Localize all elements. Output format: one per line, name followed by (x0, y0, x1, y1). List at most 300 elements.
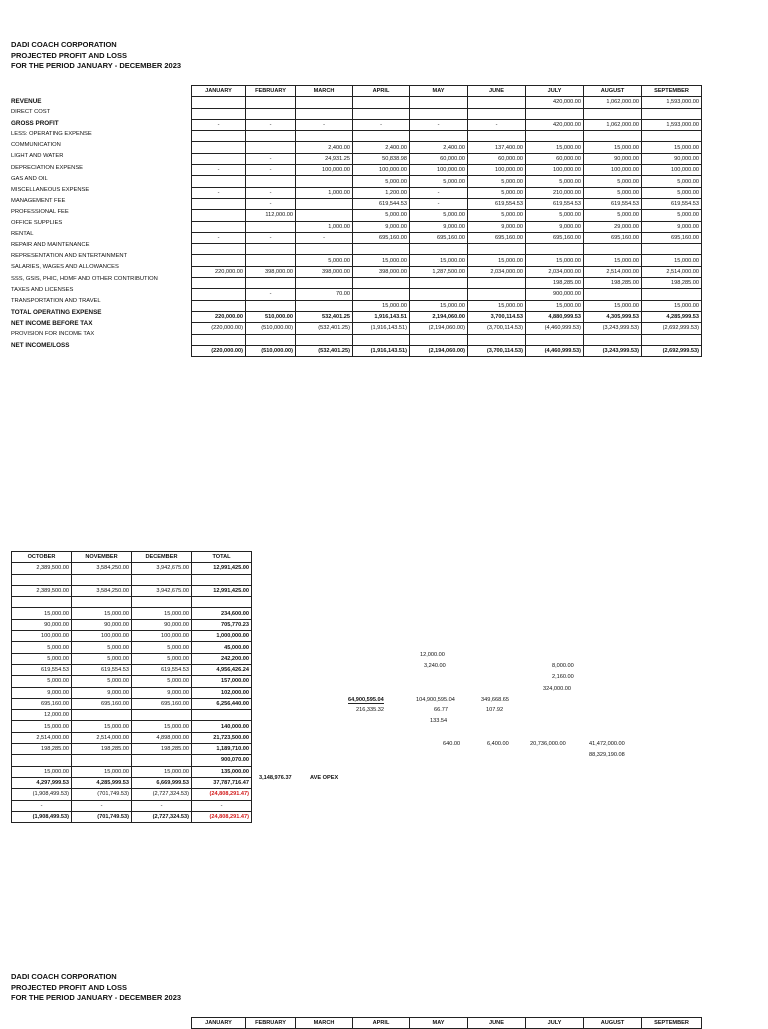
table-row (192, 108, 702, 119)
table-row (12, 766, 252, 777)
table-cell: 5,000.00 (468, 176, 526, 187)
table-cell: 198,285.00 (72, 744, 132, 755)
side-note: 20,736,000.00 (530, 741, 566, 747)
table-cell: 619,554.53 (642, 198, 702, 209)
table-cell: 90,000.00 (132, 619, 192, 630)
table-row (192, 153, 702, 164)
table-cell: 3,584,250.00 (72, 563, 132, 574)
table-cell (192, 574, 252, 585)
table-cell: 220,000.00 (192, 311, 246, 322)
row-label: PROFESSIONAL FEE (11, 208, 69, 215)
table-cell: 5,000.00 (12, 642, 72, 653)
monthly-table-oct-total (11, 551, 252, 823)
table-cell: 1,200.00 (353, 187, 410, 198)
table-cell: 100,000.00 (132, 631, 192, 642)
table-cell: 15,000.00 (468, 255, 526, 266)
table-cell: 15,000.00 (12, 608, 72, 619)
table-cell: 5,000.00 (132, 642, 192, 653)
table-row (192, 278, 702, 289)
table-cell: 5,000.00 (72, 653, 132, 664)
table-cell: 2,514,000.00 (642, 266, 702, 277)
month-header: FEBRUARY (246, 86, 296, 97)
month-header: NOVEMBER (72, 552, 132, 563)
side-note: 6,400.00 (487, 741, 509, 747)
month-header: SEPTEMBER (642, 86, 702, 97)
table-cell (353, 244, 410, 255)
month-header: APRIL (353, 1018, 410, 1029)
table-cell (192, 289, 246, 300)
row-label: GAS AND OIL (11, 175, 48, 182)
table-cell (353, 278, 410, 289)
table-cell (468, 334, 526, 345)
row-label: GROSS PROFIT (11, 120, 59, 128)
table-cell (72, 574, 132, 585)
table-row (192, 334, 702, 345)
table-cell: 135,000.00 (192, 766, 252, 777)
table-cell (468, 108, 526, 119)
table-cell: 4,956,426.24 (192, 664, 252, 675)
table-cell (192, 255, 246, 266)
table-cell: 198,285.00 (526, 278, 584, 289)
month-header: DECEMBER (132, 552, 192, 563)
month-header: MAY (410, 1018, 468, 1029)
table-cell (132, 710, 192, 721)
ave-opex-label: AVE OPEX (310, 775, 339, 781)
table-row (192, 210, 702, 221)
table-cell: 90,000.00 (584, 153, 642, 164)
table-cell: (3,243,999.53) (584, 345, 642, 356)
table-cell: 12,991,425.00 (192, 563, 252, 574)
table-cell: 2,514,000.00 (584, 266, 642, 277)
table-cell: 15,000.00 (72, 721, 132, 732)
table-cell (246, 278, 296, 289)
table-cell: 198,285.00 (642, 278, 702, 289)
table-cell: 5,000.00 (584, 187, 642, 198)
row-label: MANAGEMENT FEE (11, 197, 66, 204)
table-cell: 1,000,000.00 (192, 631, 252, 642)
table-cell: (4,460,999.53) (526, 323, 584, 334)
table-cell: 4,285,999.53 (72, 777, 132, 788)
table-cell (468, 244, 526, 255)
table-cell: (2,194,060.00) (410, 323, 468, 334)
table-cell: 695,160.00 (584, 232, 642, 243)
table-cell: 5,000.00 (132, 676, 192, 687)
table-cell: (1,908,499.53) (12, 811, 72, 822)
table-cell (584, 244, 642, 255)
table-cell: 900,070.00 (192, 755, 252, 766)
month-header-row (192, 86, 702, 97)
table-cell: - (410, 119, 468, 130)
month-header: JUNE (468, 86, 526, 97)
table-cell: 9,000.00 (72, 687, 132, 698)
table-cell: 2,389,500.00 (12, 563, 72, 574)
table-cell (192, 210, 246, 221)
table-cell: 50,838.98 (353, 153, 410, 164)
table-cell: 21,723,500.00 (192, 732, 252, 743)
table-cell: 15,000.00 (526, 255, 584, 266)
table-cell: (3,700,114.53) (468, 323, 526, 334)
month-header: FEBRUARY (246, 1018, 296, 1029)
table-cell: 695,160.00 (410, 232, 468, 243)
table-cell (526, 108, 584, 119)
monthly-table-jan-sep-repeat (191, 1017, 702, 1029)
table-cell: 5,000.00 (584, 210, 642, 221)
table-cell (296, 198, 353, 209)
table-cell: 5,000.00 (12, 676, 72, 687)
month-header: JULY (526, 1018, 584, 1029)
table-cell: - (296, 119, 353, 130)
table-cell: 12,991,425.00 (192, 585, 252, 596)
table-cell: 15,000.00 (353, 300, 410, 311)
table-cell (642, 244, 702, 255)
table-cell: 15,000.00 (72, 766, 132, 777)
table-cell: 5,000.00 (72, 642, 132, 653)
table-cell: 242,200.00 (192, 653, 252, 664)
table-row (12, 631, 252, 642)
table-cell: 420,000.00 (526, 119, 584, 130)
table-cell: 15,000.00 (132, 766, 192, 777)
table-cell (410, 278, 468, 289)
table-cell: (220,000.00) (192, 323, 246, 334)
table-cell: 1,000.00 (296, 221, 353, 232)
table-cell: (24,808,291.47) (192, 789, 252, 800)
table-cell (192, 710, 252, 721)
table-row (12, 597, 252, 608)
table-row (12, 811, 252, 822)
row-label: LIGHT AND WATER (11, 153, 64, 160)
table-cell: - (12, 800, 72, 811)
table-cell: 5,000.00 (526, 176, 584, 187)
table-cell: 15,000.00 (584, 142, 642, 153)
table-row (192, 266, 702, 277)
table-cell (584, 289, 642, 300)
row-label: DEPRECIATION EXPENSE (11, 164, 84, 171)
table-cell (192, 142, 246, 153)
table-row (12, 608, 252, 619)
table-cell: - (246, 232, 296, 243)
side-note: 104,900,595.04 (416, 697, 455, 703)
table-cell: (701,749.53) (72, 789, 132, 800)
table-cell (410, 131, 468, 142)
row-label: NET INCOME/LOSS (11, 342, 70, 350)
table-cell (526, 334, 584, 345)
table-cell: 37,787,716.47 (192, 777, 252, 788)
table-cell: - (246, 289, 296, 300)
table-cell: 198,285.00 (12, 744, 72, 755)
table-cell (296, 244, 353, 255)
table-row (12, 563, 252, 574)
table-cell (410, 244, 468, 255)
table-row (12, 789, 252, 800)
table-cell (468, 289, 526, 300)
table-cell: 5,000.00 (642, 187, 702, 198)
table-row (12, 777, 252, 788)
table-row (192, 300, 702, 311)
table-cell: 15,000.00 (132, 721, 192, 732)
table-cell (246, 334, 296, 345)
row-label: SSS, GSIS, PHIC, HDMF AND OTHER CONTRIBUTION (11, 275, 158, 282)
side-note: 324,000.00 (543, 686, 571, 692)
month-header: OCTOBER (12, 552, 72, 563)
table-cell (468, 278, 526, 289)
table-cell (132, 597, 192, 608)
table-cell: 100,000.00 (353, 165, 410, 176)
row-label: MISCELLANEOUS EXPENSE (11, 186, 90, 193)
table-cell (246, 221, 296, 232)
table-cell (192, 300, 246, 311)
table-cell: (2,692,999.53) (642, 345, 702, 356)
table-cell (410, 334, 468, 345)
row-label: PROVISION FOR INCOME TAX (11, 330, 95, 337)
table-cell: 1,189,710.00 (192, 744, 252, 755)
row-label: RENTAL (11, 231, 34, 238)
table-cell: (701,749.53) (72, 811, 132, 822)
table-cell: 90,000.00 (12, 619, 72, 630)
table-cell: (532,401.25) (296, 323, 353, 334)
table-cell: 157,000.00 (192, 676, 252, 687)
table-cell: 4,305,999.53 (584, 311, 642, 322)
table-cell: (3,700,114.53) (468, 345, 526, 356)
table-cell (72, 755, 132, 766)
table-cell: 695,160.00 (526, 232, 584, 243)
row-label: OFFICE SUPPLIES (11, 220, 63, 227)
table-cell: 100,000.00 (296, 165, 353, 176)
table-cell: 90,000.00 (72, 619, 132, 630)
table-cell (246, 108, 296, 119)
table-cell: 619,554.53 (12, 664, 72, 675)
row-label: DIRECT COST (11, 109, 51, 116)
table-cell (353, 108, 410, 119)
table-cell: 2,400.00 (410, 142, 468, 153)
table-cell: 2,400.00 (296, 142, 353, 153)
table-cell: 619,554.53 (72, 664, 132, 675)
report-header-repeat (11, 972, 181, 1004)
table-row (192, 311, 702, 322)
table-cell (296, 210, 353, 221)
table-cell (192, 278, 246, 289)
table-cell: 6,256,440.00 (192, 698, 252, 709)
table-cell: - (192, 119, 246, 130)
table-cell (642, 131, 702, 142)
table-cell (296, 97, 353, 108)
table-cell: 90,000.00 (642, 153, 702, 164)
row-label: REPAIR AND MAINTENANCE (11, 242, 90, 249)
side-note: 64,900,595.04 (348, 697, 384, 703)
table-row (192, 119, 702, 130)
table-cell: (2,727,324.53) (132, 789, 192, 800)
table-cell (296, 334, 353, 345)
table-cell: 1,593,000.00 (642, 97, 702, 108)
report-period: FOR THE PERIOD JANUARY - DECEMBER 2023 (11, 61, 182, 70)
table-cell: 5,000.00 (410, 210, 468, 221)
table-cell: 1,000.00 (296, 187, 353, 198)
table-cell: 1,287,500.00 (410, 266, 468, 277)
table-cell (246, 300, 296, 311)
table-cell: 210,000.00 (526, 187, 584, 198)
table-cell (353, 131, 410, 142)
table-cell: 15,000.00 (353, 255, 410, 266)
table-cell: (2,727,324.53) (132, 811, 192, 822)
table-cell: 12,000.00 (12, 710, 72, 721)
table-cell (642, 334, 702, 345)
table-cell: 695,160.00 (12, 698, 72, 709)
table-cell (296, 278, 353, 289)
table-cell (192, 198, 246, 209)
table-cell: (220,000.00) (192, 345, 246, 356)
table-cell (584, 108, 642, 119)
table-cell: 100,000.00 (526, 165, 584, 176)
table-cell (246, 131, 296, 142)
table-row (192, 187, 702, 198)
table-cell: (3,243,999.53) (584, 323, 642, 334)
company-name: DADI COACH CORPORATION (11, 972, 117, 981)
table-cell: 112,000.00 (246, 210, 296, 221)
row-label: NET INCOME BEFORE TAX (11, 319, 93, 327)
table-cell: 532,401.25 (296, 311, 353, 322)
table-cell: 2,389,500.00 (12, 585, 72, 596)
table-cell: 100,000.00 (12, 631, 72, 642)
month-header: MAY (410, 86, 468, 97)
table-cell (192, 131, 246, 142)
table-cell: 15,000.00 (526, 300, 584, 311)
table-cell (12, 755, 72, 766)
table-cell: 1,062,000.00 (584, 119, 642, 130)
table-row (192, 289, 702, 300)
table-cell: 60,000.00 (526, 153, 584, 164)
table-row (12, 664, 252, 675)
table-cell (353, 334, 410, 345)
table-row (12, 800, 252, 811)
table-row (192, 165, 702, 176)
table-cell: 4,880,999.53 (526, 311, 584, 322)
table-cell (192, 176, 246, 187)
table-cell: - (353, 119, 410, 130)
table-cell (468, 131, 526, 142)
table-cell: 9,000.00 (526, 221, 584, 232)
table-row (192, 221, 702, 232)
table-cell: 4,285,999.53 (642, 311, 702, 322)
table-row (12, 585, 252, 596)
table-row (192, 232, 702, 243)
table-cell: 695,160.00 (72, 698, 132, 709)
report-title: PROJECTED PROFIT AND LOSS (11, 50, 127, 60)
table-cell (192, 153, 246, 164)
table-row (12, 755, 252, 766)
month-header-row (12, 552, 252, 563)
table-cell: 2,514,000.00 (12, 732, 72, 743)
row-label: COMMUNICATION (11, 142, 61, 149)
side-note: 3,240.00 (424, 663, 446, 669)
table-cell: 2,034,000.00 (468, 266, 526, 277)
table-cell: (24,808,291.47) (192, 811, 252, 822)
table-row (12, 744, 252, 755)
table-cell: 695,160.00 (132, 698, 192, 709)
table-row (12, 698, 252, 709)
table-cell (296, 176, 353, 187)
table-row (12, 574, 252, 585)
month-header: MARCH (296, 86, 353, 97)
table-cell: 3,942,675.00 (132, 585, 192, 596)
table-cell: 24,931.25 (296, 153, 353, 164)
table-cell (72, 597, 132, 608)
table-cell: 420,000.00 (526, 97, 584, 108)
table-row (12, 710, 252, 721)
table-cell: 9,000.00 (410, 221, 468, 232)
table-cell (192, 244, 246, 255)
side-note: 216,335.32 (356, 707, 384, 713)
table-cell: (1,908,499.53) (12, 789, 72, 800)
table-row (12, 619, 252, 630)
table-cell: 695,160.00 (353, 232, 410, 243)
side-note: 349,668.65 (481, 697, 509, 703)
table-cell: 15,000.00 (526, 142, 584, 153)
table-cell: 5,000.00 (468, 210, 526, 221)
table-cell: 3,942,675.00 (132, 563, 192, 574)
table-cell: - (246, 187, 296, 198)
table-cell: 4,297,999.53 (12, 777, 72, 788)
table-row (12, 732, 252, 743)
table-cell: - (192, 187, 246, 198)
company-name: DADI COACH CORPORATION (11, 40, 117, 49)
table-cell: - (410, 187, 468, 198)
table-cell (526, 131, 584, 142)
month-header: SEPTEMBER (642, 1018, 702, 1029)
table-cell (246, 142, 296, 153)
table-cell: 1,062,000.00 (584, 97, 642, 108)
table-cell: 15,000.00 (642, 142, 702, 153)
table-cell: 234,600.00 (192, 608, 252, 619)
side-note: 107.92 (486, 707, 504, 713)
month-header: AUGUST (584, 1018, 642, 1029)
table-cell: 198,285.00 (132, 744, 192, 755)
table-cell: 619,554.53 (584, 198, 642, 209)
month-header: JULY (526, 86, 584, 97)
ave-opex-value: 3,148,976.37 (259, 775, 292, 781)
table-cell (192, 221, 246, 232)
table-cell: 15,000.00 (584, 255, 642, 266)
table-row (192, 142, 702, 153)
table-cell: - (192, 165, 246, 176)
table-cell: 15,000.00 (12, 766, 72, 777)
table-cell (12, 574, 72, 585)
month-header: JUNE (468, 1018, 526, 1029)
table-cell: 705,770.23 (192, 619, 252, 630)
side-note: 640.00 (443, 741, 461, 747)
row-label: REVENUE (11, 98, 42, 105)
table-cell: 15,000.00 (468, 300, 526, 311)
side-note: 88,329,190.08 (589, 752, 625, 758)
side-note: 12,000.00 (420, 652, 445, 658)
table-cell: 5,000.00 (410, 176, 468, 187)
table-cell: 900,000.00 (526, 289, 584, 300)
table-cell: 15,000.00 (132, 608, 192, 619)
table-cell: 5,000.00 (353, 210, 410, 221)
table-cell (353, 289, 410, 300)
row-label: TOTAL OPERATING EXPENSE (11, 308, 102, 316)
table-cell: 6,669,999.53 (132, 777, 192, 788)
table-cell (246, 97, 296, 108)
table-cell (642, 289, 702, 300)
table-cell: 60,000.00 (410, 153, 468, 164)
table-row (192, 323, 702, 334)
table-cell: 619,554.53 (468, 198, 526, 209)
report-title: PROJECTED PROFIT AND LOSS (11, 982, 127, 992)
row-label: TAXES AND LICENSES (11, 286, 74, 293)
table-cell (246, 255, 296, 266)
table-cell (526, 244, 584, 255)
month-header: MARCH (296, 1018, 353, 1029)
table-row (12, 676, 252, 687)
